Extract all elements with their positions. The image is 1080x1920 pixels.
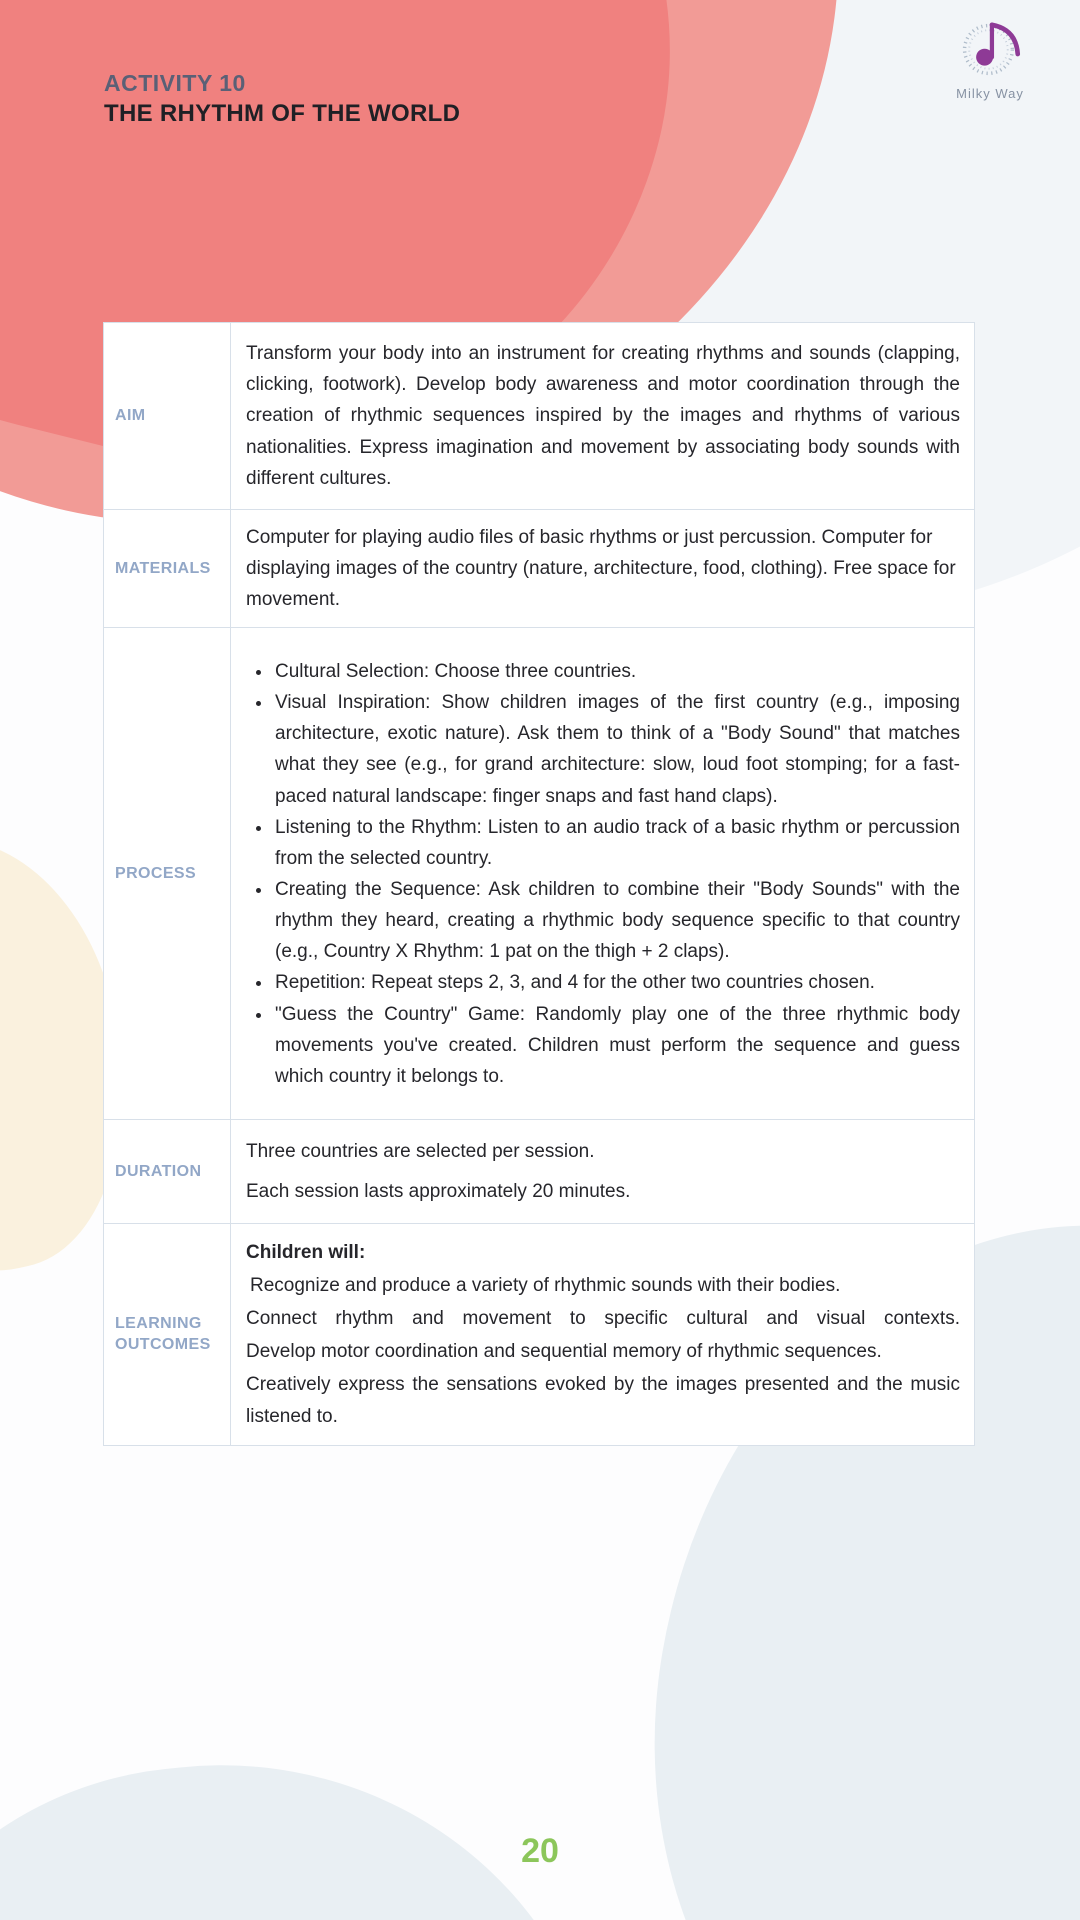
row-content-aim [231,323,974,509]
outcome-line: Develop motor coordination and sequential memory of rhythmic sequences. [246,1341,882,1363]
process-step: • Visual Inspiration: Show children images of the first country (e.g., imposing architecture, exotic nature). Ask them to think of a "Body Sound" that matches what they see (e.g., for grand architecture: slow, loud foot stomping; for a fast-paced natural landscape: finger snaps and fast hand claps). [273,687,960,812]
decor-blob-gray-bottom-left [0,1727,630,1920]
table-row-materials [104,509,974,627]
aim-text: Transform your body into an instrument for creating rhythms and sounds (clapping, clicking, footwork). Develop body awareness and motor coordination through the creation of rhythmic sequences inspired by the images and rhythms of various nationalities. Express imagination and movement by associating body sounds with different cultures. [246,343,960,489]
outcome-line: Creatively express the sensations evoked by the images presented and the music listened to. [246,1374,960,1427]
music-note-logo-icon [951,14,1029,88]
brand-name: Milky Way [956,86,1024,101]
row-content-materials [231,510,974,627]
row-content-process [231,628,974,1119]
process-step: • Cultural Selection: Choose three countries. [273,656,960,687]
materials-text: Computer for playing audio files of basic rhythms or just percussion. Computer for displaying images of the country (nature, architecture, food, clothing). Free space for movement. [246,527,956,611]
process-step: • Listening to the Rhythm: Listen to an audio track of a basic rhythm or percussion from the selected country. [273,812,960,874]
process-step: • "Guess the Country" Game: Randomly play one of the three rhythmic body movements you've created. Children must perform the sequence and guess which country it belongs to. [273,999,960,1092]
table-row-aim [104,323,974,509]
page-title: THE RHYTHM OF THE WORLD [104,99,461,127]
outcome-line: Recognize and produce a variety of rhythmic sounds with their bodies. [250,1274,841,1296]
duration-line: Each session lasts approximately 20 minutes. [246,1180,631,1202]
duration-line: Three countries are selected per session. [246,1141,595,1163]
process-steps-list [246,656,960,1092]
table-row-learning-outcomes [104,1223,974,1445]
brand-logo [940,14,1040,101]
activity-table [103,322,975,1446]
table-row-process [104,627,974,1119]
process-step: • Creating the Sequence: Ask children to combine their "Body Sounds" with the rhythm they heard, creating a rhythmic body sequence specific to that country (e.g., Country X Rhythm: 1 pat on the thigh + 2 claps). [273,874,960,967]
header [104,70,460,128]
process-step: • Repetition: Repeat steps 2, 3, and 4 for the other two countries chosen. [273,967,960,998]
activity-label: ACTIVITY 10 [104,70,246,96]
page-number: 20 [521,1832,559,1870]
row-label-duration: DURATION [104,1120,231,1222]
outcomes-heading: Children will: [246,1241,366,1263]
row-label-materials: MATERIALS [104,510,231,627]
row-content-learning-outcomes [231,1224,974,1445]
table-row-duration [104,1119,974,1222]
row-content-duration [231,1120,974,1222]
row-label-learning-outcomes: LEARNING OUTCOMES [104,1224,231,1445]
row-label-process: PROCESS [104,628,231,1119]
row-label-aim: AIM [104,323,231,509]
outcome-line: Connect rhythm and movement to specific cultural and visual contexts. [246,1308,960,1330]
